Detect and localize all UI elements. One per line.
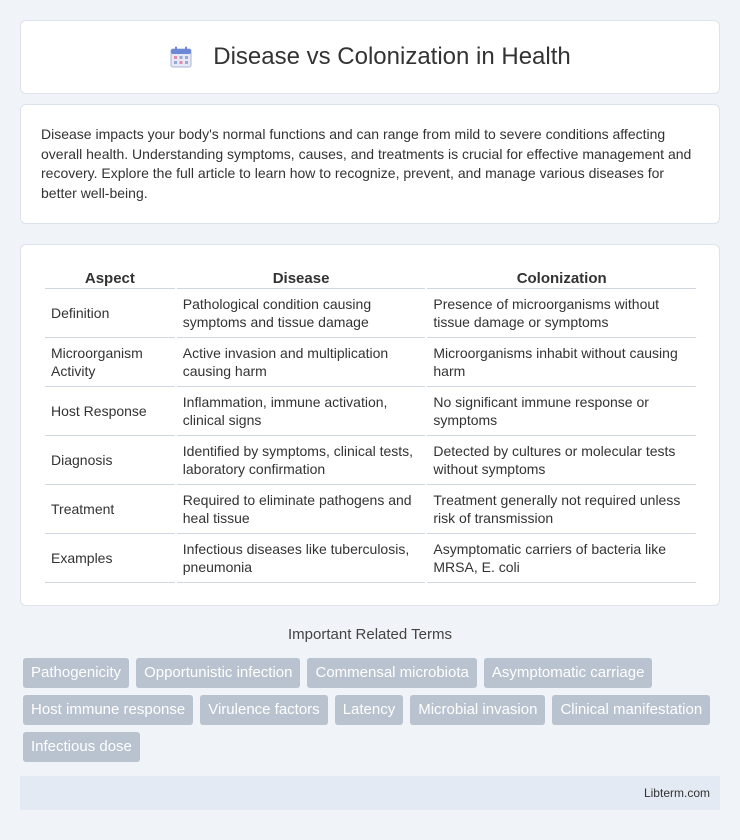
cell-aspect: Definition — [45, 289, 175, 338]
cell-aspect: Host Response — [45, 387, 175, 436]
cell-colonization: Asymptomatic carriers of bacteria like MRSA, E. coli — [427, 534, 696, 583]
term-tag[interactable]: Latency — [335, 695, 404, 725]
cell-disease: Inflammation, immune activation, clinical signs — [177, 387, 426, 436]
intro-text: Disease impacts your body's normal functions and can range from mild to severe conditions affecting overall health. Understanding symptoms, causes, and treatments is crucial for effective management and recovery. Explore the full article to learn how to recognize, prevent, and manage various diseases for better well-being. — [41, 126, 692, 201]
footer-site-link[interactable]: Libterm.com — [643, 786, 710, 800]
term-tag[interactable]: Clinical manifestation — [552, 695, 710, 725]
header-colonization: Colonization — [427, 265, 696, 289]
cell-disease: Identified by symptoms, clinical tests, laboratory confirmation — [177, 436, 426, 485]
comparison-table — [43, 265, 698, 583]
related-terms-list — [23, 658, 723, 762]
term-tag[interactable]: Host immune response — [23, 695, 193, 725]
footer — [20, 776, 720, 810]
cell-colonization: Presence of microorganisms without tissue damage or symptoms — [427, 289, 696, 338]
term-tag[interactable]: Commensal microbiota — [307, 658, 476, 688]
related-terms-title: Important Related Terms — [288, 626, 452, 643]
cell-colonization: Microorganisms inhabit without causing harm — [427, 338, 696, 387]
table-row — [45, 485, 696, 534]
cell-aspect: Microorganism Activity — [45, 338, 175, 387]
term-tag[interactable]: Virulence factors — [200, 695, 327, 725]
table-row — [45, 436, 696, 485]
term-tag[interactable]: Infectious dose — [23, 732, 140, 762]
table-header-row — [45, 265, 696, 289]
intro-card — [20, 104, 720, 224]
header-card — [20, 20, 720, 94]
table-row — [45, 387, 696, 436]
comparison-table-card — [20, 244, 720, 606]
cell-aspect: Diagnosis — [45, 436, 175, 485]
table-row — [45, 534, 696, 583]
cell-disease: Pathological condition causing symptoms and tissue damage — [177, 289, 426, 338]
cell-aspect: Examples — [45, 534, 175, 583]
cell-colonization: Treatment generally not required unless risk of transmission — [427, 485, 696, 534]
cell-disease: Infectious diseases like tuberculosis, pneumonia — [177, 534, 426, 583]
cell-aspect: Treatment — [45, 485, 175, 534]
term-tag[interactable]: Asymptomatic carriage — [484, 658, 653, 688]
header-disease: Disease — [177, 265, 426, 289]
term-tag[interactable]: Microbial invasion — [410, 695, 545, 725]
cell-colonization: Detected by cultures or molecular tests without symptoms — [427, 436, 696, 485]
header-aspect: Aspect — [45, 265, 175, 289]
term-tag[interactable]: Pathogenicity — [23, 658, 129, 688]
cell-disease: Active invasion and multiplication causing harm — [177, 338, 426, 387]
term-tag[interactable]: Opportunistic infection — [136, 658, 300, 688]
calendar-icon — [169, 45, 193, 69]
page-title: Disease vs Colonization in Health — [213, 43, 571, 70]
cell-colonization: No significant immune response or symptoms — [427, 387, 696, 436]
table-row — [45, 338, 696, 387]
cell-disease: Required to eliminate pathogens and heal tissue — [177, 485, 426, 534]
table-row — [45, 289, 696, 338]
